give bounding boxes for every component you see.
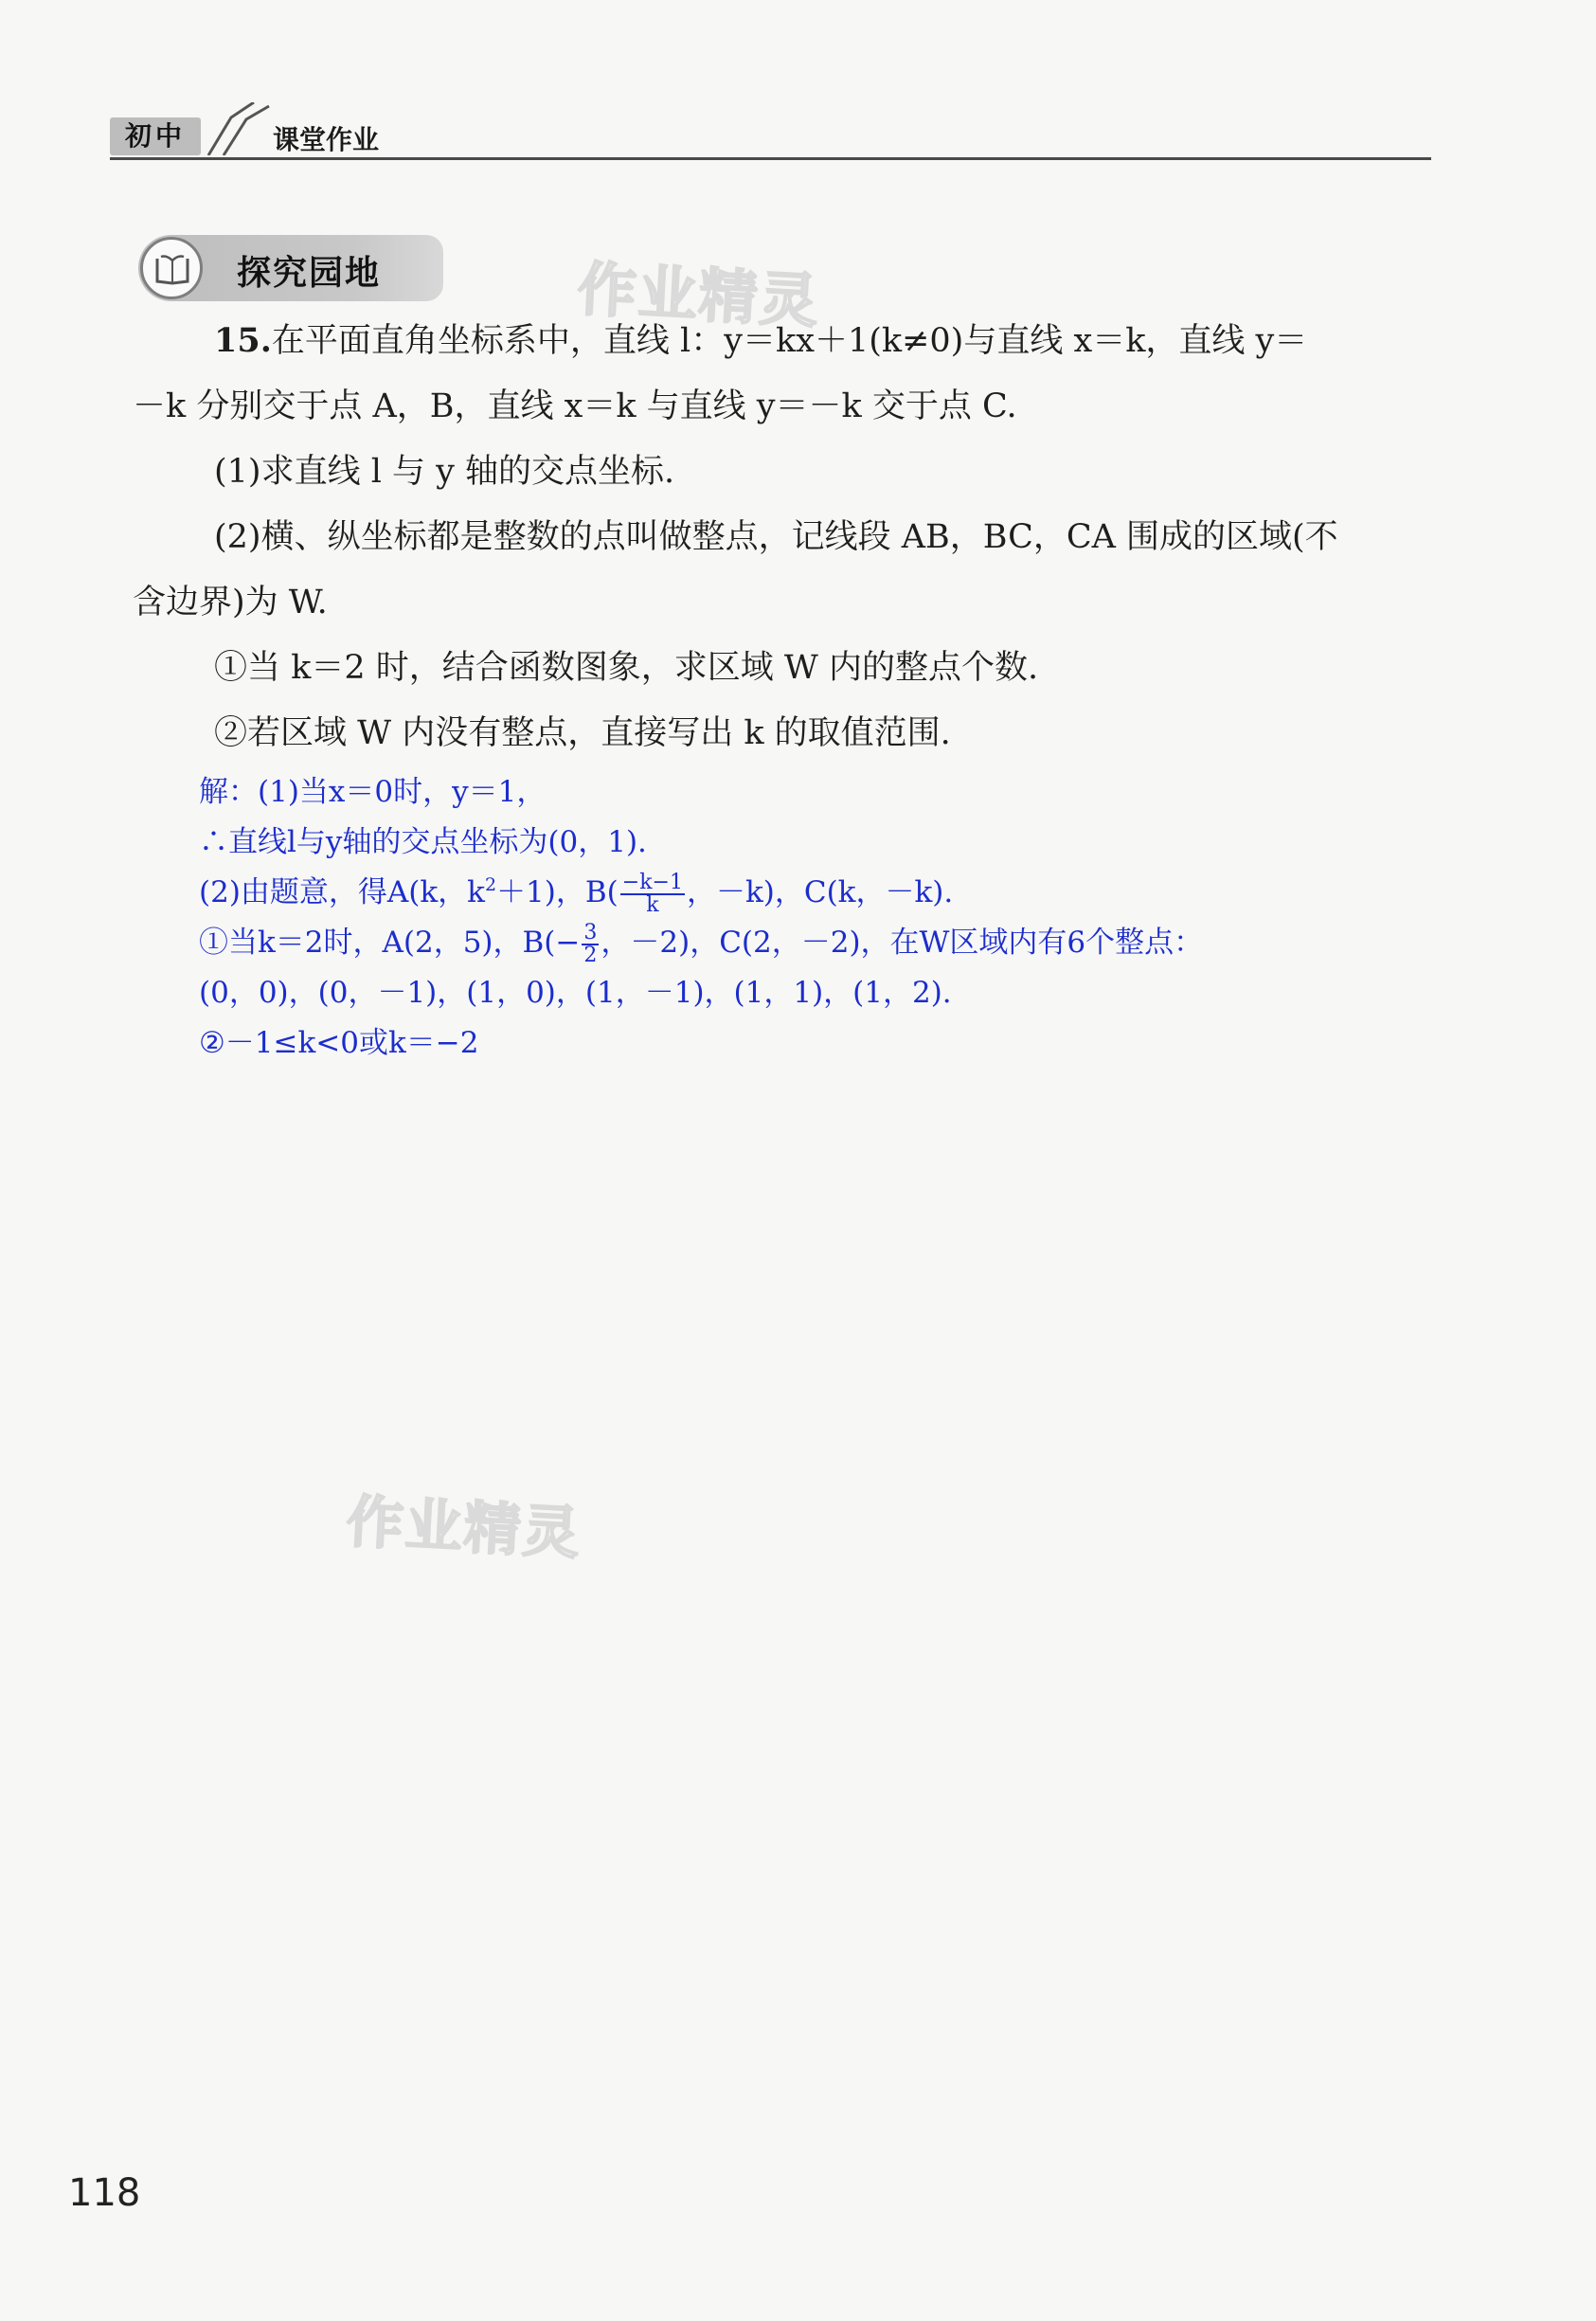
- answer-line: ②－1≤k<0或k＝−2: [199, 1026, 479, 1060]
- grade-level-tag: 初中: [110, 117, 201, 155]
- problem-stem-line: －k 分别交于点 A，B，直线 x＝k 与直线 y＝－k 交于点 C.: [133, 387, 1017, 425]
- answer-line: [199, 918, 1203, 966]
- running-header: [110, 102, 1431, 155]
- answer-text: ，－2)，C(2，－2)，在W区域内有6个整点：: [601, 926, 1204, 960]
- open-book-icon: [153, 251, 191, 289]
- section-badge: [138, 235, 443, 301]
- problem-stem-text: 在平面直角坐标系中，直线 l：y＝kx＋1(k≠0)与直线 x＝k，直线 y＝: [271, 322, 1308, 360]
- watermark: 作业精灵: [576, 254, 822, 336]
- section-icon-circle: [140, 237, 203, 299]
- fraction-numerator: 3: [583, 920, 598, 945]
- fraction-denominator: k: [646, 892, 659, 917]
- fraction: [620, 870, 685, 917]
- problem-number: 15.: [214, 321, 272, 360]
- answer-text: ①当k＝2时，A(2，5)，B(−: [199, 926, 581, 960]
- answer-line: 解：(1)当x＝0时，y＝1，: [199, 775, 547, 809]
- watermark: 作业精灵: [345, 1488, 583, 1568]
- problem-stem-line: [214, 315, 1307, 362]
- header-rule: [110, 157, 1431, 160]
- fraction-denominator: 2: [583, 943, 598, 967]
- section-title: 探究园地: [237, 254, 382, 293]
- question-part-2: (2)横、纵坐标都是整数的点叫做整点，记线段 AB，BC，CA 围成的区域(不: [214, 518, 1338, 556]
- fraction-numerator: −k−1: [621, 870, 683, 894]
- answer-line: (0，0)，(0，－1)，(1，0)，(1，－1)，(1，1)，(1，2).: [199, 976, 952, 1010]
- sub-question-1: ①当 k＝2 时，结合函数图象，求区域 W 内的整点个数.: [214, 649, 1039, 687]
- page-number: 118: [68, 2171, 141, 2215]
- book-title: 课堂作业: [273, 124, 380, 155]
- question-part-1: (1)求直线 l 与 y 轴的交点坐标.: [214, 453, 675, 491]
- answer-line: ∴直线l与y轴的交点坐标为(0，1).: [199, 825, 647, 859]
- answer-text: (2)由题意，得A(k，k: [199, 875, 485, 909]
- fraction: [582, 920, 599, 967]
- superscript: 2: [484, 874, 497, 895]
- double-chevron-icon: [203, 102, 271, 155]
- answer-text: ，－k)，C(k，－k).: [686, 875, 954, 909]
- answer-line: [199, 868, 953, 916]
- sub-question-2: ②若区域 W 内没有整点，直接写出 k 的取值范围.: [214, 714, 951, 752]
- answer-text: ＋1)，B(: [496, 875, 619, 909]
- question-part-2-cont: 含边界)为 W.: [133, 584, 328, 621]
